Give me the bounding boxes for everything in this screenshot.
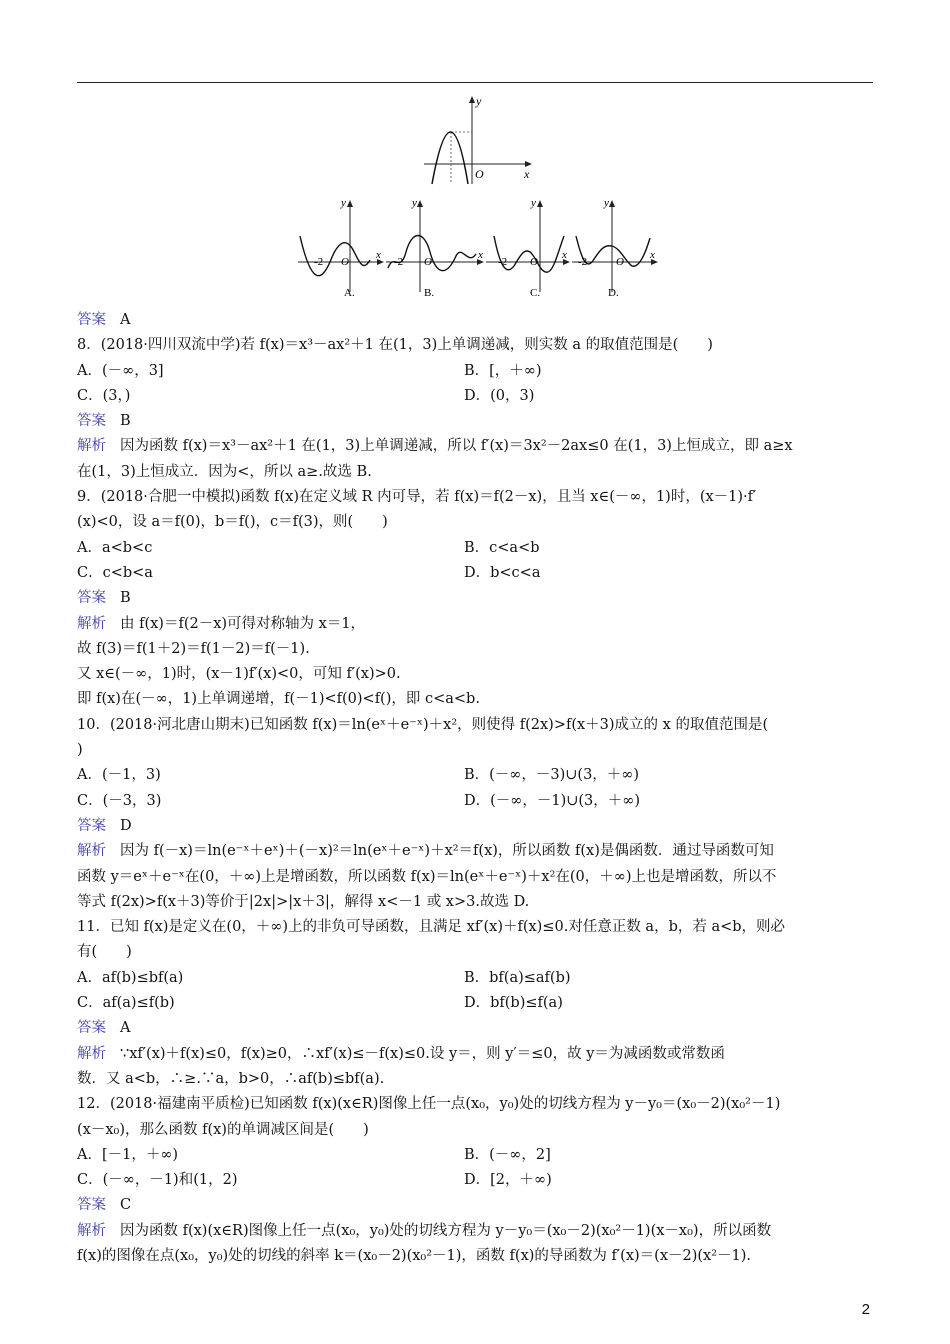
answer-line <box>77 1193 877 1218</box>
x-axis-label: x <box>524 167 530 181</box>
option-text: A．(－1，3) <box>77 767 161 784</box>
answer-line <box>77 586 877 611</box>
option-text: D．[2，＋∞) <box>464 1172 552 1189</box>
option-row <box>77 1168 877 1193</box>
answer-line <box>77 409 877 434</box>
option-text: A．[－1，＋∞) <box>77 1146 179 1163</box>
section-tag: 答案 <box>77 413 106 430</box>
option-graphs <box>296 196 661 301</box>
line-text: A <box>120 312 131 328</box>
y-axis-label: y <box>476 94 482 108</box>
line-text: 有( ) <box>77 944 132 961</box>
option-text: B．bf(a)≤af(b) <box>464 969 571 986</box>
section-tag: 解析 <box>77 843 106 860</box>
option-text: C．c<b<a <box>77 564 153 581</box>
option-row <box>77 384 877 409</box>
text-line <box>77 485 877 510</box>
option-text: A．(－∞，3] <box>77 362 164 379</box>
graph-d-x-label: x <box>650 249 655 261</box>
option-text: C．(3，) <box>77 387 131 404</box>
option-row <box>77 789 877 814</box>
analysis-line <box>77 434 877 459</box>
section-tag: 解析 <box>77 615 106 632</box>
graph-a-label: A. <box>344 287 355 299</box>
line-text: (x)<0，设 a＝f(0)，b＝f()，c＝f(3)，则( ) <box>77 514 388 531</box>
text-line <box>77 890 877 915</box>
graph-d-origin: O <box>616 256 624 268</box>
line-text: 函数 y＝eˣ＋e⁻ˣ在(0，＋∞)上是增函数，所以函数 f(x)＝ln(eˣ＋e⁻ˣ)＋x²在(0，＋∞)上也是增函数，所以不 <box>77 868 777 885</box>
line-text: 在(1，3)上恒成立．因为<，所以 a≥.故选 B. <box>77 463 372 480</box>
option-graphs-svg <box>296 196 661 301</box>
text-line <box>77 333 877 358</box>
section-tag: 解析 <box>77 1222 106 1239</box>
text-line <box>77 940 877 965</box>
option-text: A．af(b)≤bf(a) <box>77 969 184 986</box>
graph-d-y-label: y <box>604 197 609 209</box>
section-tag: 答案 <box>77 1197 106 1214</box>
line-text: 因为函数 f(x)(x∈R)图像上任一点(x₀，y₀)处的切线方程为 y－y₀＝(x₀－2)(x₀²－1)(x－x₀)，所以函数 <box>120 1222 772 1239</box>
line-text: 由 f(x)＝f(2－x)可得对称轴为 x＝1， <box>120 615 366 632</box>
graph-c <box>486 197 570 299</box>
graph-b-label: B. <box>424 287 435 299</box>
option-text: D．(－∞，－1)∪(3，＋∞) <box>464 792 641 809</box>
option-row <box>77 1143 877 1168</box>
line-text: C <box>120 1197 132 1214</box>
header-rule <box>77 82 873 83</box>
analysis-line <box>77 1219 877 1244</box>
graph-c-x-label: x <box>562 249 567 261</box>
graph-b-y-label: y <box>412 197 417 209</box>
line-text: B <box>120 590 131 607</box>
option-text: B．[，＋∞) <box>464 362 542 379</box>
text-line <box>77 460 877 485</box>
answer-line <box>77 1016 877 1041</box>
graph-a-y-label: y <box>341 197 346 209</box>
option-text: A．a<b<c <box>77 539 153 556</box>
line-text: 因为函数 f(x)＝x³－ax²＋1 在(1，3)上单调递减，所以 f′(x)＝3x²－2ax≤0 在(1，3)上恒成立，即 a≥x <box>120 438 793 455</box>
option-row <box>77 966 877 991</box>
graph-a <box>298 197 384 299</box>
option-row <box>77 763 877 788</box>
option-text: C．(－∞，－1)和(1，2) <box>77 1172 238 1189</box>
text-line <box>77 865 877 890</box>
graph-b-origin: O <box>424 256 432 268</box>
text-line <box>77 915 877 940</box>
graph-b <box>386 197 484 299</box>
section-tag: 解析 <box>77 438 106 455</box>
graph-a-origin: O <box>341 256 349 268</box>
option-text: B．c<a<b <box>464 539 540 556</box>
option-text: D．b<c<a <box>464 564 541 581</box>
origin-label: O <box>475 167 484 181</box>
graph-a-x-label: x <box>376 249 381 261</box>
document-body <box>77 308 877 1269</box>
line-text: A <box>120 1020 131 1037</box>
line-text: (x－x₀)，那么函数 f(x)的单调减区间是( ) <box>77 1121 369 1138</box>
option-row <box>77 991 877 1016</box>
text-line <box>77 510 877 535</box>
option-text: C．af(a)≤f(b) <box>77 995 175 1012</box>
derivative-graph <box>420 92 535 187</box>
line-text: D <box>120 817 132 834</box>
line-text: B <box>120 413 131 430</box>
line-text: 11．已知 f(x)是定义在(0，＋∞)上的非负可导函数，且满足 xf′(x)＋f(x)≤0.对任意正数 a，b，若 a<b，则必 <box>77 919 786 936</box>
text-line <box>77 1067 877 1092</box>
line-text: ∵xf′(x)＋f(x)≤0，f(x)≥0，∴xf′(x)≤－f(x)≤0.设 y＝，则 y′＝≤0，故 y＝为减函数或常数函 <box>120 1045 725 1062</box>
analysis-line <box>77 839 877 864</box>
section-tag: 答案 <box>77 312 106 328</box>
line-text: 10．(2018·河北唐山期末)已知函数 f(x)＝ln(eˣ＋e⁻ˣ)＋x²，则使得 f(2x)>f(x＋3)成立的 x 的取值范围是( <box>77 716 769 733</box>
page-number: 2 <box>861 1301 870 1318</box>
graph-b-tick: -2 <box>394 256 404 268</box>
line-text: 8．(2018·四川双流中学)若 f(x)＝x³－ax²＋1 在(1，3)上单调递减，则实数 a 的取值范围是( ) <box>77 337 713 354</box>
option-text: D．(0，3) <box>464 387 535 404</box>
option-row <box>77 536 877 561</box>
text-line <box>77 1244 877 1269</box>
graph-c-origin: O <box>530 256 538 268</box>
analysis-line <box>77 1042 877 1067</box>
text-line <box>77 662 877 687</box>
text-line <box>77 1118 877 1143</box>
text-line <box>77 637 877 662</box>
graph-c-tick: -2 <box>498 256 508 268</box>
graph-c-y-label: y <box>531 197 536 209</box>
option-text: C．(－3，3) <box>77 792 162 809</box>
option-row <box>77 359 877 384</box>
text-line <box>77 713 877 738</box>
line-text: f(x)的图像在点(x₀，y₀)处的切线的斜率 k＝(x₀－2)(x₀²－1)，函数 f(x)的导函数为 f′(x)＝(x－2)(x²－1). <box>77 1247 752 1264</box>
section-tag: 解析 <box>77 1045 106 1062</box>
answer-line <box>77 308 877 333</box>
line-text: 即 f(x)在(－∞，1)上单调递增，f(－1)<f(0)<f()，即 c<a<b. <box>77 691 480 708</box>
option-text: B．(－∞，－3)∪(3，＋∞) <box>464 767 640 784</box>
line-text: 12．(2018·福建南平质检)已知函数 f(x)(x∈R)图像上任一点(x₀，y₀)处的切线方程为 y－y₀＝(x₀－2)(x₀²－1) <box>77 1096 781 1113</box>
line-text: 9．(2018·合肥一中模拟)函数 f(x)在定义域 R 内可导，若 f(x)＝f(2－x)，且当 x∈(－∞，1)时，(x－1)·f′ <box>77 489 757 506</box>
graph-c-label: C. <box>530 287 541 299</box>
line-text: ) <box>77 742 83 759</box>
derivative-graph-figure <box>420 92 535 187</box>
line-text: 故 f(3)＝f(1＋2)＝f(1－2)＝f(－1). <box>77 640 310 657</box>
graph-a-tick: -2 <box>314 256 324 268</box>
graph-b-x-label: x <box>478 249 483 261</box>
text-line <box>77 1092 877 1117</box>
graph-d-label: D. <box>608 287 619 299</box>
section-tag: 答案 <box>77 817 106 834</box>
section-tag: 答案 <box>77 590 106 607</box>
option-text: D．bf(b)≤f(a) <box>464 995 563 1012</box>
answer-line <box>77 814 877 839</box>
section-tag: 答案 <box>77 1020 106 1037</box>
line-text: 数．又 a<b，∴≥.∵a，b>0，∴af(b)≤bf(a). <box>77 1070 385 1087</box>
line-text: 又 x∈(－∞，1)时，(x－1)f′(x)<0，可知 f′(x)>0. <box>77 666 401 683</box>
text-line <box>77 687 877 712</box>
line-text: 因为 f(－x)＝ln(e⁻ˣ＋eˣ)＋(－x)²＝ln(eˣ＋e⁻ˣ)＋x²＝f(x)，所以函数 f(x)是偶函数．通过导函数可知 <box>120 843 774 860</box>
graph-d-tick: -2 <box>578 256 588 268</box>
analysis-line <box>77 612 877 637</box>
graph-d <box>572 197 658 299</box>
line-text: 等式 f(2x)>f(x＋3)等价于|2x|>|x＋3|，解得 x<－1 或 x>3.故选 D. <box>77 893 530 910</box>
option-text: B．(－∞，2] <box>464 1146 551 1163</box>
option-row <box>77 561 877 586</box>
text-line <box>77 738 877 763</box>
